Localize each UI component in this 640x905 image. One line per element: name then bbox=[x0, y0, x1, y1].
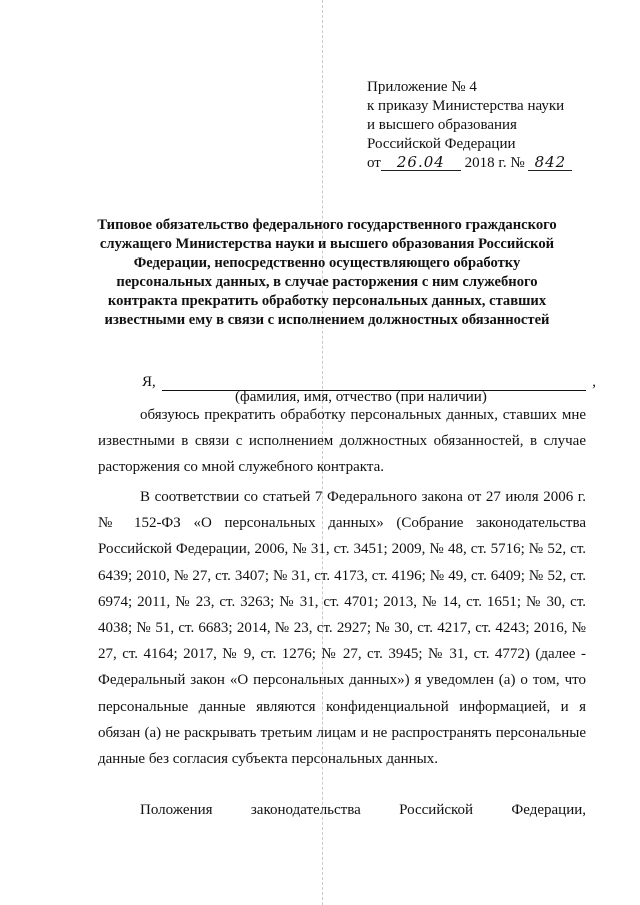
handwritten-order-number: 842 bbox=[528, 155, 572, 171]
provisions-text: Положения законодательства Российской Федерации, bbox=[140, 802, 586, 818]
annex-number: Приложение № 4 bbox=[367, 79, 477, 95]
annex-from-prefix: от bbox=[367, 155, 381, 171]
legal-basis-text: В соответствии со статьей 7 Федерального закона от 27 июля 2006 г. № 152-ФЗ «О персональных данных» (Собрание законодательства Российской Федерации, 2006, № 31, ст. 3451; 2009, № 48, ст. 5716; № 52, ст. 6439; 2010, № 27, ст. 3407; № 31, ст. 4173, ст. 4196; № 49, ст. 6409; № 52, ст. 6974; 2011, № 23, ст. 3263; № 31, ст. 4701; 2013, № 14, ст. 1651; № 30, ст. 4038; № 51, ст. 6683; 2014, № 23, ст. 2927; № 30, ст. 4217, ст. 4243; 2016, № 27, ст. 4164; 2017, № 9, ст. 1276; № 27, ст. 3945; № 31, ст. 4772) (далее - Федеральный закон «О персональных данных») я уведомлен (а) о том, что персональные данные являются конфиденциальной информацией, и я обязан (а) не раскрывать третьим лицам и не распространять персональные данные без согласия субъекта персональных данных. bbox=[98, 489, 586, 768]
provisions-paragraph bbox=[98, 797, 586, 823]
annex-ministry: и высшего образования bbox=[367, 117, 517, 133]
name-line-comma: , bbox=[592, 374, 596, 390]
handwritten-date: 26.04 bbox=[381, 155, 461, 171]
name-field-caption: (фамилия, имя, отчество (при наличии) bbox=[235, 389, 487, 405]
pronoun-ya: Я, bbox=[142, 374, 156, 390]
annex-header bbox=[367, 78, 572, 173]
document-title: Типовое обязательство федерального государственного гражданского служащего Министерства науки и высшего образования Российской Федерации, непосредственно осуществляющего обработку персональных данных, в случае расторжения с ним служебного контракта прекратить обработку персональных данных, ставших известными ему в связи с исполнением должностных обязанностей bbox=[97, 217, 557, 328]
annex-country: Российской Федерации bbox=[367, 136, 516, 152]
obligation-text: обязуюсь прекратить обработку персональных данных, ставших мне известными в связи с исполнением должностных обязанностей, в случае расторжения со мной служебного контракта. bbox=[98, 407, 586, 476]
obligation-paragraph bbox=[98, 402, 586, 481]
annex-order-ref: к приказу Министерства науки bbox=[367, 98, 565, 114]
annex-date-line bbox=[367, 154, 572, 173]
legal-basis-paragraph bbox=[98, 484, 586, 772]
annex-year-text: 2018 г. № bbox=[464, 155, 525, 171]
